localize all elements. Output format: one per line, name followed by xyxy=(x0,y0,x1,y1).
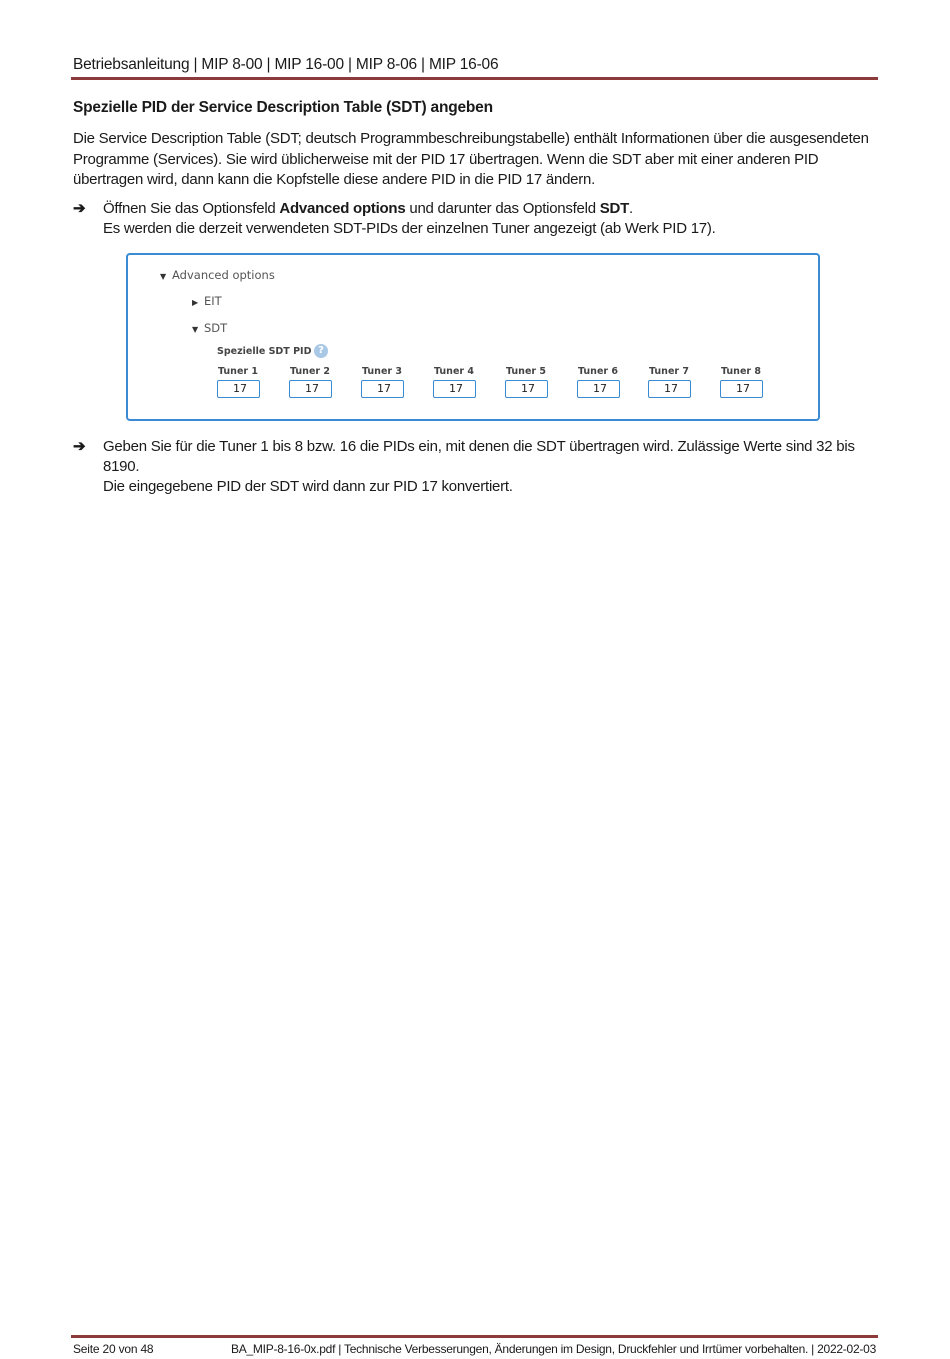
eit-label: EIT xyxy=(204,294,222,308)
arrow-right-icon: ➔ xyxy=(73,200,86,217)
tuner-4-field xyxy=(431,366,477,398)
tuner-pid-input[interactable]: 17 xyxy=(720,380,763,398)
tuner-8-field xyxy=(718,366,764,398)
tuner-label: Tuner 7 xyxy=(648,366,689,377)
page-header: Betriebsanleitung | MIP 8-00 | MIP 16-00 | MIP 8-06 | MIP 16-06 xyxy=(73,56,499,73)
footer-info: BA_MIP-8-16-0x.pdf | Technische Verbesserungen, Änderungen im Design, Druckfehler und Irrtümer vorbehalten. | 2022-02-03 xyxy=(230,1342,876,1356)
instruction-step-2 xyxy=(73,437,873,497)
tuner-pid-input[interactable]: 17 xyxy=(505,380,548,398)
header-divider xyxy=(71,77,878,80)
instruction-step-1 xyxy=(73,199,873,239)
tuner-pid-input[interactable]: 17 xyxy=(433,380,476,398)
intro-paragraph: Die Service Description Table (SDT; deutsch Programmbeschreibungstabelle) enthält Informationen über die ausgesendeten Programme (Services). Sie wird üblicherweise mit der PID 17 übertragen. Wenn die SDT aber mit einer anderen PID übertragen wird, dann kann die Kopfstelle diese andere PID in die PID 17 ändern. xyxy=(73,130,869,188)
tuner-2-field xyxy=(287,366,333,398)
tuner-pid-input[interactable]: 17 xyxy=(361,380,404,398)
tuner-label: Tuner 8 xyxy=(720,366,761,377)
step-1-text-a: Öffnen Sie das Optionsfeld xyxy=(103,200,280,217)
triangle-right-icon: ▶ xyxy=(192,298,199,307)
triangle-down-icon: ▼ xyxy=(192,325,199,334)
tuner-5-field xyxy=(503,366,549,398)
tuner-pid-input[interactable]: 17 xyxy=(217,380,260,398)
step-2-text: Geben Sie für die Tuner 1 bis 8 bzw. 16 die PIDs ein, mit denen die SDT übertragen wird. Zulässige Werte sind 32 bis 8190. xyxy=(103,438,855,475)
tuner-label: Tuner 3 xyxy=(361,366,402,377)
step-1-bold-advanced: Advanced options xyxy=(279,200,406,217)
step-1-result: Es werden die derzeit verwendeten SDT-PIDs der einzelnen Tuner angezeigt (ab Werk PID 17). xyxy=(103,220,716,237)
page-number: Seite 20 von 48 xyxy=(73,1342,154,1356)
tuner-pid-input[interactable]: 17 xyxy=(577,380,620,398)
sdt-label: SDT xyxy=(204,321,228,335)
tuner-pid-input[interactable]: 17 xyxy=(648,380,691,398)
sdt-pid-label: Spezielle SDT PID xyxy=(217,346,312,357)
tuner-label: Tuner 4 xyxy=(433,366,474,377)
advanced-options-label: Advanced options xyxy=(172,268,275,282)
advanced-options-toggle[interactable] xyxy=(160,268,275,282)
step-1-bold-sdt: SDT xyxy=(599,200,629,217)
arrow-right-icon: ➔ xyxy=(73,438,86,455)
triangle-down-icon: ▼ xyxy=(160,272,167,281)
tuner-3-field xyxy=(359,366,405,398)
tuner-label: Tuner 2 xyxy=(289,366,330,377)
footer-divider xyxy=(71,1335,878,1338)
step-1-text-b: und darunter das Optionsfeld xyxy=(405,200,600,217)
tuner-pid-input[interactable]: 17 xyxy=(289,380,332,398)
step-1-text-c: . xyxy=(628,200,633,217)
step-2-result: Die eingegebene PID der SDT wird dann zur PID 17 konvertiert. xyxy=(103,478,513,495)
step-1-text xyxy=(103,199,873,219)
eit-toggle[interactable] xyxy=(192,294,222,308)
help-icon[interactable]: ? xyxy=(314,344,328,358)
tuner-label: Tuner 1 xyxy=(217,366,258,377)
tuner-label: Tuner 6 xyxy=(577,366,618,377)
tuner-1-field xyxy=(215,366,261,398)
tuner-label: Tuner 5 xyxy=(505,366,546,377)
section-title: Spezielle PID der Service Description Table (SDT) angeben xyxy=(73,99,493,116)
settings-screenshot xyxy=(126,253,820,421)
tuner-6-field xyxy=(575,366,621,398)
tuner-7-field xyxy=(646,366,692,398)
sdt-toggle[interactable] xyxy=(192,321,227,335)
